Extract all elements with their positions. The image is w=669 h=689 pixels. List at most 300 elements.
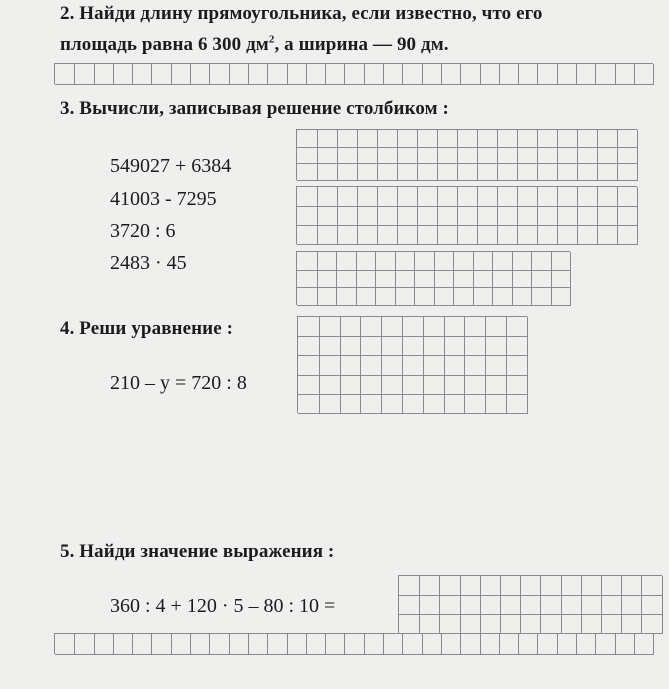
grid-cell[interactable] [621, 614, 642, 634]
grid-cell[interactable] [557, 147, 578, 165]
grid-cell[interactable] [383, 64, 403, 85]
grid-cell[interactable] [477, 225, 498, 245]
column-grid-addition[interactable] [296, 129, 637, 180]
grid-cell[interactable] [297, 147, 318, 165]
grid-cell[interactable] [423, 375, 445, 395]
grid-cell[interactable] [597, 147, 618, 165]
grid-cell[interactable] [464, 317, 486, 337]
grid-cell[interactable] [317, 147, 338, 165]
grid-cell[interactable] [414, 287, 435, 306]
grid-cell[interactable] [517, 163, 538, 181]
grid-cell[interactable] [576, 634, 596, 655]
grid-cell[interactable] [437, 225, 458, 245]
grid-cell[interactable] [540, 595, 561, 615]
grid-cell[interactable] [597, 163, 618, 181]
grid-cell[interactable] [464, 336, 486, 356]
grid-cell[interactable] [414, 252, 435, 271]
grid-cell[interactable] [397, 130, 418, 148]
grid-cell[interactable] [477, 163, 498, 181]
grid-cell[interactable] [577, 147, 598, 165]
grid-cell[interactable] [485, 336, 507, 356]
column-grid-expression[interactable] [398, 575, 662, 633]
grid-cell[interactable] [402, 394, 424, 414]
grid-cell[interactable] [94, 634, 114, 655]
grid-cell[interactable] [345, 634, 365, 655]
grid-cell[interactable] [617, 225, 638, 245]
grid-cell[interactable] [132, 64, 152, 85]
grid-cell[interactable] [381, 375, 403, 395]
grid-cell[interactable] [506, 317, 528, 337]
grid-cell[interactable] [460, 614, 481, 634]
grid-cell[interactable] [357, 147, 378, 165]
grid-cell[interactable] [581, 614, 602, 634]
grid-cell[interactable] [419, 576, 440, 596]
grid-cell[interactable] [437, 163, 458, 181]
grid-cell[interactable] [377, 206, 398, 226]
grid-cell[interactable] [601, 576, 622, 596]
grid-cell[interactable] [512, 287, 533, 306]
grid-cell[interactable] [423, 336, 445, 356]
grid-cell[interactable] [597, 187, 618, 207]
grid-cell[interactable] [460, 64, 480, 85]
grid-cell[interactable] [480, 64, 500, 85]
grid-cell[interactable] [512, 252, 533, 271]
grid-cell[interactable] [477, 130, 498, 148]
grid-cell[interactable] [298, 355, 320, 375]
grid-cell[interactable] [360, 355, 382, 375]
grid-cell[interactable] [74, 634, 94, 655]
grid-cell[interactable] [480, 595, 501, 615]
grid-cell[interactable] [297, 206, 318, 226]
grid-cell[interactable] [531, 270, 552, 289]
grid-cell[interactable] [287, 634, 307, 655]
grid-cell[interactable] [595, 64, 615, 85]
grid-cell[interactable] [357, 163, 378, 181]
grid-cell[interactable] [492, 287, 513, 306]
grid-cell[interactable] [360, 375, 382, 395]
grid-cell[interactable] [480, 634, 500, 655]
grid-cell[interactable] [152, 634, 172, 655]
grid-cell[interactable] [460, 595, 481, 615]
grid-cell[interactable] [317, 287, 338, 306]
grid-cell[interactable] [520, 595, 541, 615]
grid-cell[interactable] [297, 252, 318, 271]
grid-cell[interactable] [340, 317, 362, 337]
grid-cell[interactable] [537, 130, 558, 148]
grid-cell[interactable] [381, 355, 403, 375]
grid-cell[interactable] [457, 187, 478, 207]
grid-cell[interactable] [55, 64, 75, 85]
grid-cell[interactable] [317, 225, 338, 245]
grid-cell[interactable] [417, 130, 438, 148]
grid-cell[interactable] [506, 336, 528, 356]
grid-cell[interactable] [520, 614, 541, 634]
grid-cell[interactable] [375, 270, 396, 289]
grid-cell[interactable] [457, 147, 478, 165]
grid-cell[interactable] [395, 252, 416, 271]
grid-cell[interactable] [399, 576, 420, 596]
grid-cell[interactable] [190, 64, 210, 85]
grid-cell[interactable] [377, 130, 398, 148]
grid-cell[interactable] [617, 163, 638, 181]
grid-cell[interactable] [336, 252, 357, 271]
grid-cell[interactable] [377, 163, 398, 181]
grid-cell[interactable] [581, 595, 602, 615]
grid-cell[interactable] [531, 287, 552, 306]
grid-cell[interactable] [325, 64, 345, 85]
grid-cell[interactable] [422, 64, 442, 85]
grid-cell[interactable] [460, 634, 480, 655]
grid-cell[interactable] [500, 595, 521, 615]
grid-cell[interactable] [397, 163, 418, 181]
grid-cell[interactable] [557, 206, 578, 226]
grid-cell[interactable] [464, 355, 486, 375]
grid-cell[interactable] [473, 287, 494, 306]
grid-cell[interactable] [577, 163, 598, 181]
grid-cell[interactable] [298, 394, 320, 414]
grid-cell[interactable] [457, 130, 478, 148]
grid-cell[interactable] [634, 634, 654, 655]
grid-cell[interactable] [537, 147, 558, 165]
grid-cell[interactable] [577, 187, 598, 207]
grid-cell[interactable] [377, 147, 398, 165]
grid-cell[interactable] [557, 64, 577, 85]
grid-cell[interactable] [540, 614, 561, 634]
grid-cell[interactable] [190, 634, 210, 655]
grid-cell[interactable] [517, 130, 538, 148]
grid-cell[interactable] [381, 394, 403, 414]
grid-cell[interactable] [414, 270, 435, 289]
grid-cell[interactable] [337, 163, 358, 181]
grid-cell[interactable] [518, 634, 538, 655]
grid-cell[interactable] [477, 187, 498, 207]
grid-cell[interactable] [520, 576, 541, 596]
grid-cell[interactable] [492, 270, 513, 289]
grid-cell[interactable] [437, 130, 458, 148]
grid-cell[interactable] [209, 64, 229, 85]
grid-cell[interactable] [422, 634, 442, 655]
grid-cell[interactable] [621, 576, 642, 596]
grid-cell[interactable] [506, 394, 528, 414]
grid-cell[interactable] [319, 355, 341, 375]
grid-cell[interactable] [340, 375, 362, 395]
grid-cell[interactable] [306, 634, 326, 655]
grid-cell[interactable] [437, 187, 458, 207]
grid-cell[interactable] [480, 614, 501, 634]
grid-cell[interactable] [457, 206, 478, 226]
grid-cell[interactable] [500, 576, 521, 596]
grid-cell[interactable] [345, 64, 365, 85]
grid-cell[interactable] [444, 355, 466, 375]
grid-cell[interactable] [360, 336, 382, 356]
grid-cell[interactable] [340, 394, 362, 414]
grid-cell[interactable] [453, 287, 474, 306]
grid-cell[interactable] [317, 270, 338, 289]
grid-cell[interactable] [337, 187, 358, 207]
grid-cell[interactable] [423, 317, 445, 337]
grid-cell[interactable] [492, 252, 513, 271]
grid-cell[interactable] [298, 317, 320, 337]
grid-cell[interactable] [601, 595, 622, 615]
grid-cell[interactable] [460, 576, 481, 596]
grid-cell[interactable] [319, 336, 341, 356]
grid-cell[interactable] [417, 147, 438, 165]
grid-cell[interactable] [375, 287, 396, 306]
column-grid-equation[interactable] [297, 316, 527, 413]
grid-cell[interactable] [229, 64, 249, 85]
grid-cell[interactable] [497, 187, 518, 207]
grid-cell[interactable] [617, 187, 638, 207]
grid-cell[interactable] [617, 147, 638, 165]
grid-cell[interactable] [517, 225, 538, 245]
grid-cell[interactable] [419, 595, 440, 615]
grid-cell[interactable] [340, 336, 362, 356]
grid-cell[interactable] [497, 225, 518, 245]
grid-cell[interactable] [561, 614, 582, 634]
grid-cell[interactable] [297, 163, 318, 181]
grid-cell[interactable] [497, 147, 518, 165]
grid-cell[interactable] [297, 130, 318, 148]
grid-cell[interactable] [577, 130, 598, 148]
grid-cell[interactable] [464, 394, 486, 414]
grid-cell[interactable] [518, 64, 538, 85]
grid-cell[interactable] [551, 270, 572, 289]
grid-cell[interactable] [171, 64, 191, 85]
grid-cell[interactable] [517, 187, 538, 207]
grid-cell[interactable] [287, 64, 307, 85]
grid-cell[interactable] [641, 595, 662, 615]
grid-cell[interactable] [444, 336, 466, 356]
grid-cell[interactable] [336, 270, 357, 289]
grid-cell[interactable] [444, 394, 466, 414]
grid-cell[interactable] [512, 270, 533, 289]
grid-cell[interactable] [444, 317, 466, 337]
grid-cell[interactable] [641, 614, 662, 634]
grid-cell[interactable] [267, 64, 287, 85]
grid-cell[interactable] [453, 252, 474, 271]
grid-cell[interactable] [360, 394, 382, 414]
grid-cell[interactable] [229, 634, 249, 655]
grid-cell[interactable] [402, 375, 424, 395]
grid-cell[interactable] [617, 206, 638, 226]
grid-cell[interactable] [356, 270, 377, 289]
grid-cell[interactable] [477, 147, 498, 165]
grid-cell[interactable] [485, 375, 507, 395]
grid-cell[interactable] [561, 576, 582, 596]
grid-cell[interactable] [441, 634, 461, 655]
grid-cell[interactable] [557, 187, 578, 207]
answer-cells-task5[interactable] [54, 633, 653, 654]
column-grid-subtraction[interactable] [296, 186, 637, 244]
grid-cell[interactable] [402, 336, 424, 356]
grid-cell[interactable] [417, 225, 438, 245]
grid-cell[interactable] [497, 130, 518, 148]
grid-cell[interactable] [317, 130, 338, 148]
grid-cell[interactable] [306, 64, 326, 85]
grid-cell[interactable] [557, 634, 577, 655]
grid-cell[interactable] [417, 187, 438, 207]
grid-cell[interactable] [457, 163, 478, 181]
grid-cell[interactable] [337, 225, 358, 245]
grid-cell[interactable] [621, 595, 642, 615]
grid-cell[interactable] [457, 225, 478, 245]
grid-cell[interactable] [434, 287, 455, 306]
grid-cell[interactable] [601, 614, 622, 634]
grid-cell[interactable] [132, 634, 152, 655]
grid-cell[interactable] [74, 64, 94, 85]
grid-cell[interactable] [337, 206, 358, 226]
grid-cell[interactable] [360, 317, 382, 337]
grid-cell[interactable] [267, 634, 287, 655]
grid-cell[interactable] [381, 336, 403, 356]
grid-cell[interactable] [499, 64, 519, 85]
grid-cell[interactable] [485, 355, 507, 375]
grid-cell[interactable] [357, 206, 378, 226]
grid-cell[interactable] [94, 64, 114, 85]
grid-cell[interactable] [397, 225, 418, 245]
grid-cell[interactable] [317, 206, 338, 226]
grid-cell[interactable] [417, 206, 438, 226]
grid-cell[interactable] [356, 287, 377, 306]
grid-cell[interactable] [298, 375, 320, 395]
grid-cell[interactable] [597, 130, 618, 148]
grid-cell[interactable] [402, 64, 422, 85]
grid-cell[interactable] [537, 225, 558, 245]
grid-cell[interactable] [399, 614, 420, 634]
grid-cell[interactable] [417, 163, 438, 181]
grid-cell[interactable] [634, 64, 654, 85]
grid-cell[interactable] [248, 64, 268, 85]
grid-cell[interactable] [171, 634, 191, 655]
grid-cell[interactable] [297, 270, 318, 289]
grid-cell[interactable] [485, 394, 507, 414]
grid-cell[interactable] [537, 187, 558, 207]
grid-cell[interactable] [473, 270, 494, 289]
grid-cell[interactable] [540, 576, 561, 596]
grid-cell[interactable] [336, 287, 357, 306]
grid-cell[interactable] [113, 634, 133, 655]
grid-cell[interactable] [364, 64, 384, 85]
grid-cell[interactable] [248, 634, 268, 655]
grid-cell[interactable] [506, 375, 528, 395]
grid-cell[interactable] [434, 252, 455, 271]
grid-cell[interactable] [444, 375, 466, 395]
grid-cell[interactable] [423, 355, 445, 375]
grid-cell[interactable] [297, 225, 318, 245]
grid-cell[interactable] [597, 225, 618, 245]
grid-cell[interactable] [439, 614, 460, 634]
grid-cell[interactable] [319, 317, 341, 337]
grid-cell[interactable] [402, 634, 422, 655]
grid-cell[interactable] [337, 147, 358, 165]
grid-cell[interactable] [439, 576, 460, 596]
grid-cell[interactable] [641, 576, 662, 596]
grid-cell[interactable] [551, 287, 572, 306]
grid-cell[interactable] [402, 355, 424, 375]
grid-cell[interactable] [356, 252, 377, 271]
column-grid-multiplication[interactable] [296, 251, 570, 305]
grid-cell[interactable] [577, 206, 598, 226]
grid-cell[interactable] [473, 252, 494, 271]
grid-cell[interactable] [383, 634, 403, 655]
grid-cell[interactable] [537, 206, 558, 226]
grid-cell[interactable] [395, 287, 416, 306]
grid-cell[interactable] [615, 634, 635, 655]
grid-cell[interactable] [517, 206, 538, 226]
grid-cell[interactable] [297, 187, 318, 207]
grid-cell[interactable] [538, 64, 558, 85]
grid-cell[interactable] [434, 270, 455, 289]
grid-cell[interactable] [397, 206, 418, 226]
grid-cell[interactable] [480, 576, 501, 596]
grid-cell[interactable] [437, 147, 458, 165]
grid-cell[interactable] [317, 163, 338, 181]
grid-cell[interactable] [517, 147, 538, 165]
grid-cell[interactable] [395, 270, 416, 289]
grid-cell[interactable] [537, 163, 558, 181]
grid-cell[interactable] [375, 252, 396, 271]
grid-cell[interactable] [399, 595, 420, 615]
grid-cell[interactable] [357, 187, 378, 207]
grid-cell[interactable] [499, 634, 519, 655]
grid-cell[interactable] [419, 614, 440, 634]
grid-cell[interactable] [581, 576, 602, 596]
grid-cell[interactable] [557, 130, 578, 148]
grid-cell[interactable] [340, 355, 362, 375]
grid-cell[interactable] [209, 634, 229, 655]
grid-cell[interactable] [453, 270, 474, 289]
grid-cell[interactable] [497, 163, 518, 181]
grid-cell[interactable] [615, 64, 635, 85]
grid-cell[interactable] [317, 252, 338, 271]
grid-cell[interactable] [319, 375, 341, 395]
grid-cell[interactable] [152, 64, 172, 85]
grid-cell[interactable] [298, 336, 320, 356]
grid-cell[interactable] [506, 355, 528, 375]
grid-cell[interactable] [113, 64, 133, 85]
grid-cell[interactable] [437, 206, 458, 226]
grid-cell[interactable] [423, 394, 445, 414]
grid-cell[interactable] [337, 130, 358, 148]
grid-cell[interactable] [557, 225, 578, 245]
grid-cell[interactable] [441, 64, 461, 85]
grid-cell[interactable] [595, 634, 615, 655]
grid-cell[interactable] [357, 130, 378, 148]
grid-cell[interactable] [402, 317, 424, 337]
grid-cell[interactable] [381, 317, 403, 337]
grid-cell[interactable] [377, 187, 398, 207]
grid-cell[interactable] [364, 634, 384, 655]
answer-cells-task2[interactable] [54, 63, 653, 84]
grid-cell[interactable] [439, 595, 460, 615]
grid-cell[interactable] [597, 206, 618, 226]
grid-cell[interactable] [531, 252, 552, 271]
grid-cell[interactable] [397, 147, 418, 165]
grid-cell[interactable] [319, 394, 341, 414]
grid-cell[interactable] [557, 163, 578, 181]
grid-cell[interactable] [485, 317, 507, 337]
grid-cell[interactable] [325, 634, 345, 655]
grid-cell[interactable] [576, 64, 596, 85]
grid-cell[interactable] [617, 130, 638, 148]
grid-cell[interactable] [500, 614, 521, 634]
grid-cell[interactable] [577, 225, 598, 245]
grid-cell[interactable] [357, 225, 378, 245]
grid-cell[interactable] [497, 206, 518, 226]
grid-cell[interactable] [377, 225, 398, 245]
grid-cell[interactable] [551, 252, 572, 271]
grid-cell[interactable] [477, 206, 498, 226]
